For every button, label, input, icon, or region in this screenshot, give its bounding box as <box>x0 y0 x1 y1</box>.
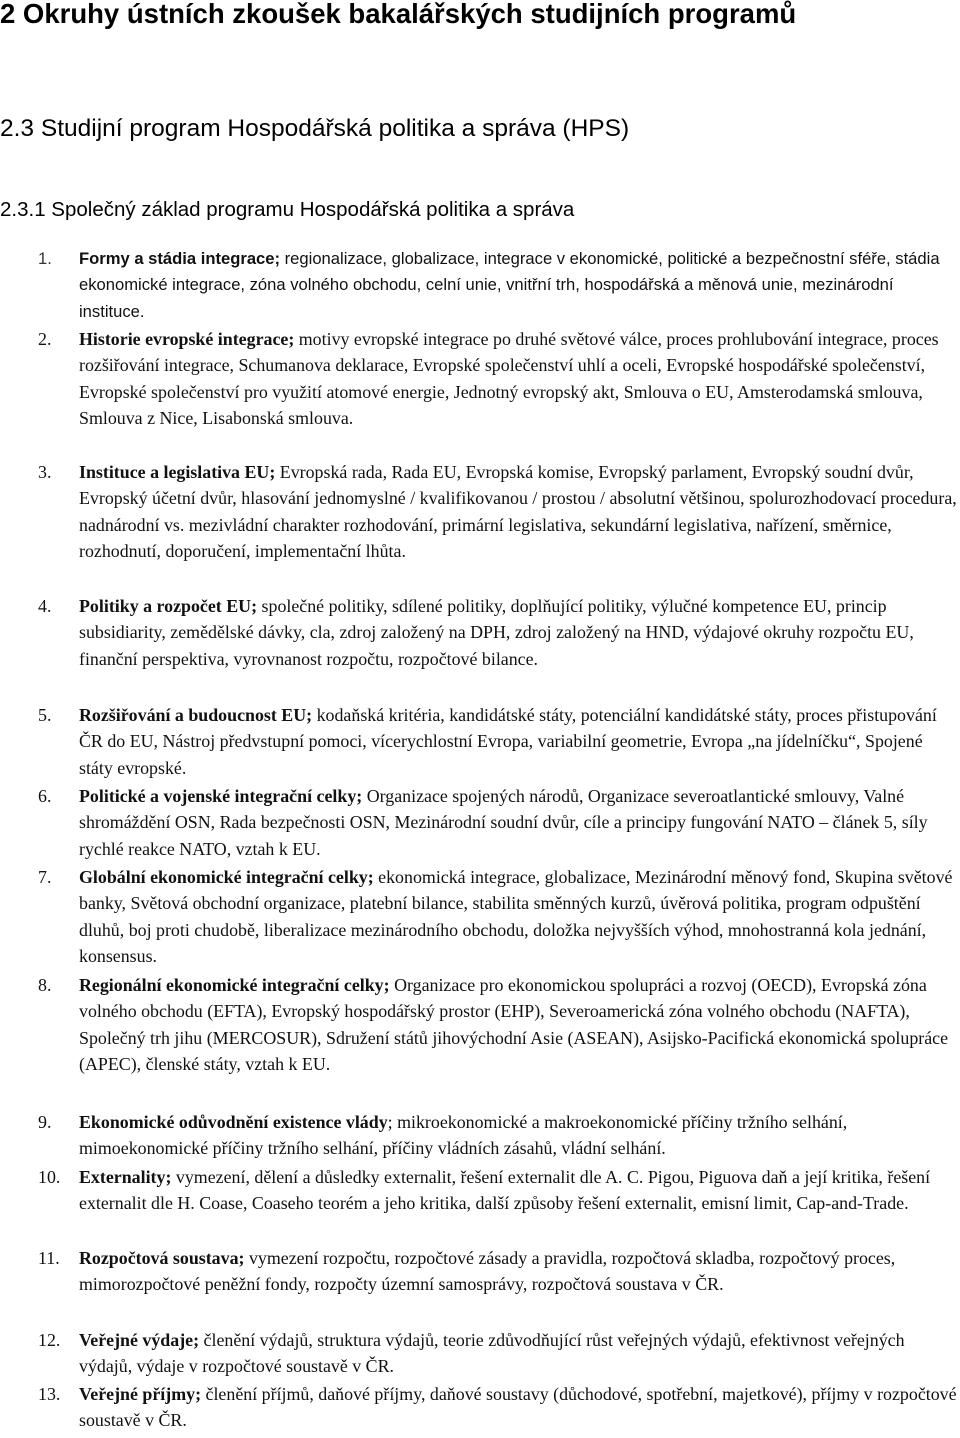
topic-text: Evropská rada, Rada EU, Evropská komise, Evropský parlament, Evropský soudní dvůr, Evropský účetní dvůr, hlasování jednomyslné / kvalifikovanou / prostou / absolutní většinou, spolurozhodovací procedura, nadnárodní vs. mezivládní charakter rozhodování, primární legislativa, sekundární legislativa, nařízení, směrnice, rozhodnutí, doporučení, implementační lhůta. <box>79 462 957 561</box>
topic-title: Politické a vojenské integrační celky; <box>79 786 363 806</box>
topic-title: Rozšiřování a budoucnost EU; <box>79 705 313 725</box>
topic-number: 7. <box>38 867 52 887</box>
topic-title: Formy a stádia integrace; <box>79 249 281 268</box>
topic-text: kodaňská kritéria, kandidátské státy, potenciální kandidátské státy, proces přistupování ČR do EU, Nástroj předvstupní pomoci, vícerychlostní Evropa, variabilní geometrie, Evropa „na jídelníčku“, Spojené státy evropské. <box>79 705 937 778</box>
topic-text: členění příjmů, daňové příjmy, daňové soustavy (důchodové, spotřební, majetkové), příjmy v rozpočtové soustavě v ČR. <box>79 1384 957 1431</box>
topic-text: vymezení rozpočtu, rozpočtové zásady a pravidla, rozpočtová skladba, rozpočtový proces, mimorozpočtové peněžní fondy, rozpočty územní samosprávy, rozpočtová soustava v ČR. <box>79 1248 896 1295</box>
topic-title: Politiky a rozpočet EU; <box>79 596 258 616</box>
topic-text: společné politiky, sdílené politiky, doplňující politiky, výlučné kompetence EU, princip subsidiarity, zemědělské dávky, cla, zdroj založený na DPH, zdroj založený na HND, výdajové okruhy rozpočtu EU, finanční perspektiva, vyrovnanost rozpočtu, rozpočtové bilance. <box>79 596 914 669</box>
section-heading: 2.3 Studijní program Hospodářská politika a správa (HPS) <box>0 115 630 142</box>
topic-number: 9. <box>38 1112 52 1132</box>
topic-text: členění výdajů, struktura výdajů, teorie zdůvodňující růst veřejných výdajů, efektivnost veřejných výdajů, výdaje v rozpočtové soustavě v ČR. <box>79 1330 905 1377</box>
topic-title: Veřejné příjmy; <box>79 1384 202 1404</box>
topic-number: 13. <box>38 1384 61 1404</box>
topic-number: 10. <box>38 1167 61 1187</box>
topic-number: 1. <box>38 249 52 268</box>
topic-text: regionalizace, globalizace, integrace v ekonomické, politické a bezpečnostní sféře, stádia ekonomické integrace, zóna volného obchodu, celní unie, vnitřní trh, hospodářská a měnová unie, mezinárodní instituce. <box>79 249 940 321</box>
topic-title: Rozpočtová soustava; <box>79 1248 245 1268</box>
topic-text: ekonomická integrace, globalizace, Mezinárodní měnový fond, Skupina světové banky, Světová obchodní organizace, platební bilance, stabilita směnných kurzů, úvěrová politika, program odpuštění dluhů, boj proti chudobě, liberalizace mezinárodního obchodu, doložka nejvyšších výhod, mnohostranná kola jednání, konsensus. <box>79 867 953 966</box>
topic-number: 5. <box>38 705 52 725</box>
chapter-heading: 2 Okruhy ústních zkoušek bakalářských studijních programů <box>0 0 797 29</box>
topic-title: Ekonomické odůvodnění existence vlády <box>79 1112 388 1132</box>
subsection-heading: 2.3.1 Společný základ programu Hospodářská politika a správa <box>0 198 575 221</box>
topic-number: 8. <box>38 975 52 995</box>
topic-title: Instituce a legislativa EU; <box>79 462 276 482</box>
topic-title: Veřejné výdaje; <box>79 1330 200 1350</box>
topic-text: vymezení, dělení a důsledky externalit, řešení externalit dle A. C. Pigou, Piguova daň a její kritika, řešení externalit dle H. Coase, Coaseho teorém a jeho kritika, další způsoby řešení externalit, emisní limit, Cap-and-Trade. <box>79 1167 931 1214</box>
topic-title: Globální ekonomické integrační celky; <box>79 867 374 887</box>
topic-number: 11. <box>38 1248 60 1268</box>
topic-text: ; mikroekonomické a makroekonomické příčiny tržního selhání, mimoekonomické příčiny tržního selhání, příčiny vládních zásahů, vládní selhání. <box>79 1112 848 1159</box>
topic-text: Organizace spojených národů, Organizace severoatlantické smlouvy, Valné shromáždění OSN, Rada bezpečnosti OSN, Mezinárodní soudní dvůr, cíle a principy fungování NATO – článek 5, síly rychlé reakce NATO, vztah k EU. <box>79 786 928 859</box>
topic-text: motivy evropské integrace po druhé světové válce, proces prohlubování integrace, proces rozšiřování integrace, Schumanova deklarace, Evropské společenství uhlí a oceli, Evropské hospodářské společenství, Evropské společenství pro využití atomové energie, Jednotný evropský akt, Smlouva o EU, Amsterodamská smlouva, Smlouva z Nice, Lisabonská smlouva. <box>79 329 939 428</box>
topic-text: Organizace pro ekonomickou spolupráci a rozvoj (OECD), Evropská zóna volného obchodu (EFTA), Evropský hospodářský prostor (EHP), Severoamerická zóna volného obchodu (NAFTA), Společný trh jihu (MERCOSUR), Sdružení států jihovýchodní Asie (ASEAN), Asijsko-Pacifická ekonomická spolupráce (APEC), členské státy, vztah k EU. <box>79 975 949 1074</box>
topic-number: 12. <box>38 1330 61 1350</box>
topic-number: 3. <box>38 462 52 482</box>
topic-title: Historie evropské integrace; <box>79 329 295 349</box>
topic-number: 6. <box>38 786 52 806</box>
topic-number: 2. <box>38 329 52 349</box>
topic-number: 4. <box>38 596 52 616</box>
topic-title: Externality; <box>79 1167 172 1187</box>
topic-title: Regionální ekonomické integrační celky; <box>79 975 390 995</box>
